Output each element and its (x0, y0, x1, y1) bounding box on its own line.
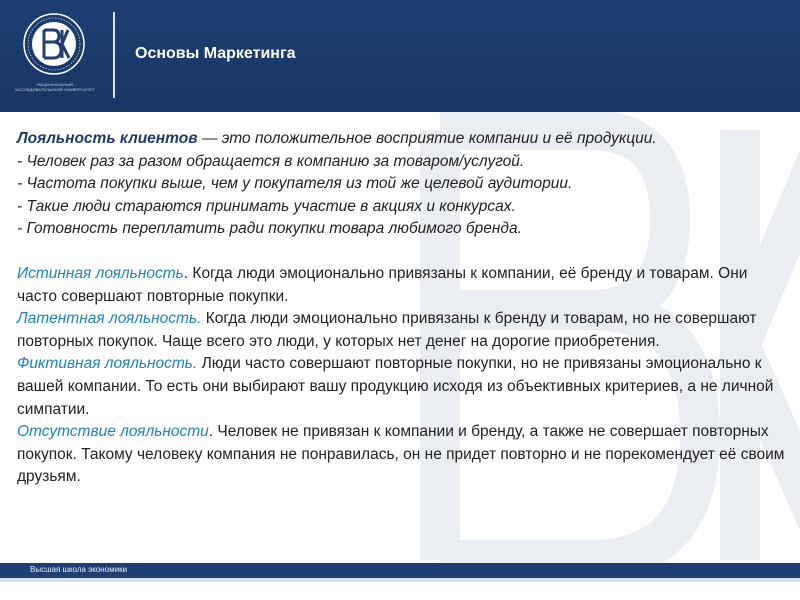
loyalty-term: Лояльность клиентов (17, 130, 198, 147)
slide-body (17, 128, 787, 489)
hse-logo-icon (22, 12, 86, 76)
type-term: Фиктивная лояльность. (17, 355, 198, 373)
header-divider (113, 12, 115, 98)
slide-header (0, 0, 800, 112)
logo-caption: НАЦИОНАЛЬНЫЙ ИССЛЕДОВАТЕЛЬСКИЙ УНИВЕРСИТЕТ (15, 82, 95, 92)
footer-text: Высшая школа экономики (30, 565, 128, 574)
type-text: Когда люди эмоционально привязаны к бренду и товарам, но не совершают повторных покупок. Чаще всего это люди, у которых нет денег на дорогие приобретения. (17, 310, 757, 350)
loyalty-type-true (17, 263, 787, 308)
type-term: Отсутствие лояльности (17, 423, 209, 441)
type-term: Латентная лояльность. (17, 310, 202, 328)
type-text: Люди часто совершают повторные покупки, но не привязаны эмоционально к вашей компании. То есть они выбирают вашу продукцию исходя из объективных критериев, а не личной симпатии. (17, 355, 774, 418)
loyalty-type-latent (17, 308, 787, 353)
paragraph-spacer (17, 241, 787, 263)
slide-title: Основы Маркетинга (135, 45, 296, 62)
definition-paragraph (17, 128, 787, 151)
type-text: . Когда люди эмоционально привязаны к компании, её бренду и товарам. Они часто совершают повторные покупки. (17, 264, 748, 305)
bullet-item: - Готовность переплатить ради покупки товара любимого бренда. (17, 220, 522, 238)
bullet-item: - Такие люди стараются принимать участие в акциях и конкурсах. (17, 197, 516, 215)
type-term: Истинная лояльность (17, 264, 184, 282)
loyalty-type-absent (17, 421, 787, 489)
bullet-item: - Человек раз за разом обращается в компанию за товаром/услугой. (17, 152, 525, 170)
footer-underline (0, 578, 800, 582)
bullet-item: - Частота покупки выше, чем у покупателя из той же целевой аудитории. (17, 175, 573, 193)
loyalty-definition: — это положительное восприятие компании и её продукции. (197, 130, 657, 147)
type-text: . Человек не привязан к компании и бренду, а также не совершает повторных покупок. Такому человеку компания не понравилась, он не придет повторно и не порекомендует её своим друзьям. (17, 423, 785, 486)
loyalty-type-fictive (17, 353, 787, 421)
slide-footer (0, 563, 800, 578)
